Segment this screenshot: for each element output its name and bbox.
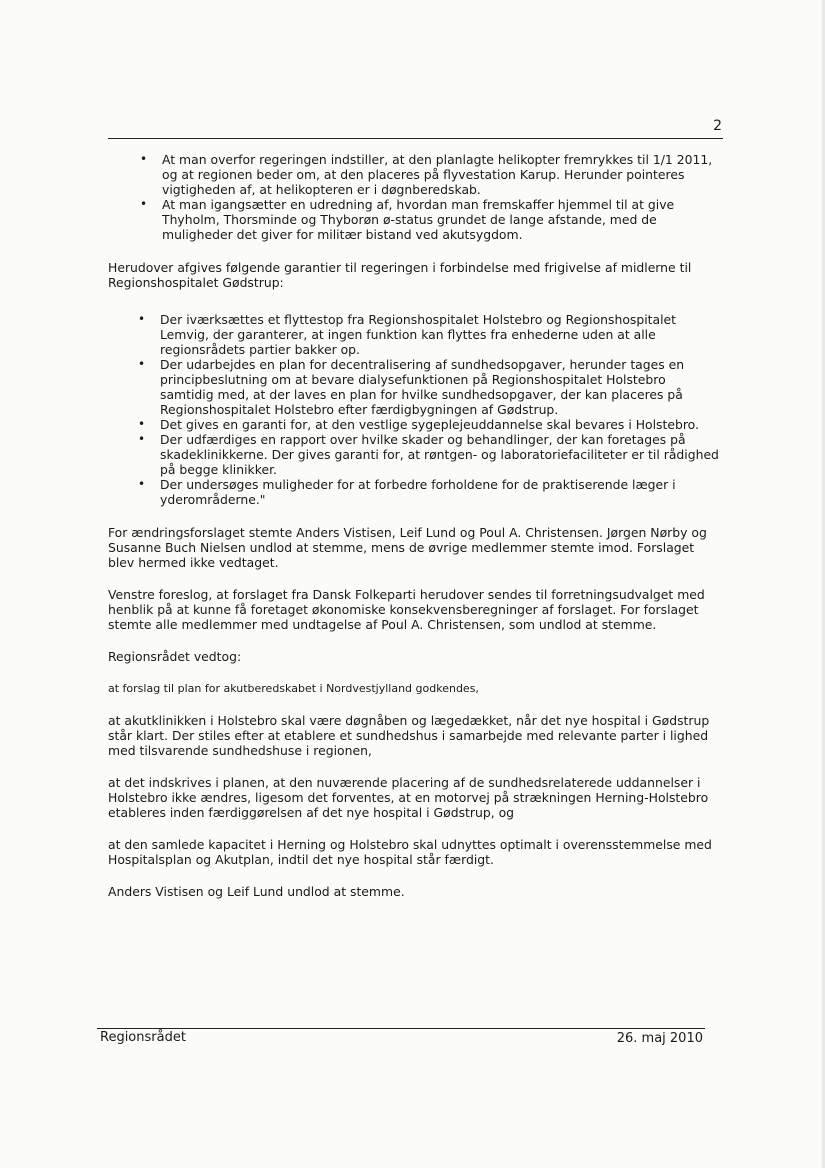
list-item [112, 197, 720, 242]
list-item [110, 477, 720, 507]
bullet-icon: • [138, 417, 146, 431]
bullet-icon: • [138, 312, 146, 326]
page-number: 2 [713, 118, 722, 134]
bullet-icon: • [140, 152, 148, 166]
bullet-list-recommendations [108, 152, 720, 242]
list-item [110, 432, 720, 477]
paragraph-decision-1: at forslag til plan for akutberedskabet i Nordvestjylland godkendes, [108, 682, 479, 695]
bullet-icon: • [138, 357, 146, 371]
bullet-icon: • [138, 477, 146, 491]
document-body [108, 152, 720, 899]
paragraph-guarantees-intro: Herudover afgives følgende garantier til regeringen i forbindelse med frigivelse af midlerne til Regionshospitalet Gødstrup: [108, 260, 692, 290]
paragraph-abstentions: Anders Vistisen og Leif Lund undlod at stemme. [108, 884, 405, 899]
list-item [112, 152, 720, 197]
header-rule [108, 138, 723, 139]
list-item-text: At man overfor regeringen indstiller, at den planlagte helikopter fremrykkes til 1/1 2011, og at regionen beder om, at den placeres på flyvestation Karup. Herunder pointeres vigtigheden af, at helikopteren er i døgnberedskab. [162, 152, 713, 197]
list-item-text: Der udfærdiges en rapport over hvilke skader og behandlinger, der kan foretages på skadeklinikkerne. Der gives garanti for, at røntgen- og laboratoriefaciliteter er til rådighed på begge klinikker. [160, 432, 719, 477]
paragraph-decision-heading: Regionsrådet vedtog: [108, 649, 242, 664]
bullet-icon: • [138, 432, 146, 446]
bullet-icon: • [140, 197, 148, 211]
paragraph-decision-3: at det indskrives i planen, at den nuværende placering af de sundhedsrelaterede uddannelser i Holstebro ikke ændres, ligesom det forventes, at en motorvej på strækningen Herning-Holstebro etableres inden færdiggørelsen af det nye hospital i Gødstrup, og [108, 775, 709, 820]
paragraph-decision-2: at akutklinikken i Holstebro skal være døgnåben og lægedækket, når det nye hospital i Gødstrup står klart. Der stiles efter at etablere et sundhedshus i samarbejde med relevante parter i lighed med tilsvarende sundhedshuse i regionen, [108, 713, 710, 758]
footer-organization: Regionsrådet [100, 1030, 186, 1045]
list-item [110, 312, 720, 357]
list-item-text: Der udarbejdes en plan for decentralisering af sundhedsopgaver, herunder tages en principbeslutning om at bevare dialysefunktionen på Regionshospitalet Holstebro samtidig med, at der laves en plan for hvilke sundhedsopgaver, der kan placeres på Regionshospitalet Holstebro efter færdigbygningen af Gødstrup. [160, 357, 685, 417]
list-item-text: Der undersøges muligheder for at forbedre forholdene for de praktiserende læger i yderområderne." [160, 477, 676, 507]
paragraph-vote-amendment: For ændringsforslaget stemte Anders Vistisen, Leif Lund og Poul A. Christensen. Jørgen Nørby og Susanne Buch Nielsen undlod at stemme, mens de øvrige medlemmer stemte imod. Forslaget blev hermed ikke vedtaget. [108, 525, 707, 570]
paragraph-decision-4: at den samlede kapacitet i Herning og Holstebro skal udnyttes optimalt i overensstemmelse med Hospitalsplan og Akutplan, indtil det nye hospital står færdigt. [108, 837, 712, 867]
list-item-text: Det gives en garanti for, at den vestlige sygeplejeuddannelse skal bevares i Holstebro. [160, 417, 699, 432]
list-item-text: Der iværksættes et flyttestop fra Regionshospitalet Holstebro og Regionshospitalet Lemvig, der garanterer, at ingen funktion kan flyttes fra enhederne uden at alle regionsrådets partier bakker op. [160, 312, 677, 357]
list-item [110, 417, 720, 432]
list-item-text: At man igangsætter en udredning af, hvordan man fremskaffer hjemmel til at give Thyholm, Thorsminde og Thyborøn ø-status grundet de lange afstande, med de muligheder det giver for militær bistand ved akutsygdom. [162, 197, 675, 242]
footer-date: 26. maj 2010 [616, 1031, 703, 1046]
paragraph-venstre-proposal: Venstre foreslog, at forslaget fra Dansk Folkeparti herudover sendes til forretningsudvalget med henblik på at kunne få foretaget økonomiske konsekvensberegninger af forslaget. For forslaget stemte alle medlemmer med undtagelse af Poul A. Christensen, som undlod at stemme. [108, 587, 705, 632]
footer-rule [97, 1028, 705, 1029]
list-item [110, 357, 720, 417]
bullet-list-guarantees [108, 312, 720, 507]
